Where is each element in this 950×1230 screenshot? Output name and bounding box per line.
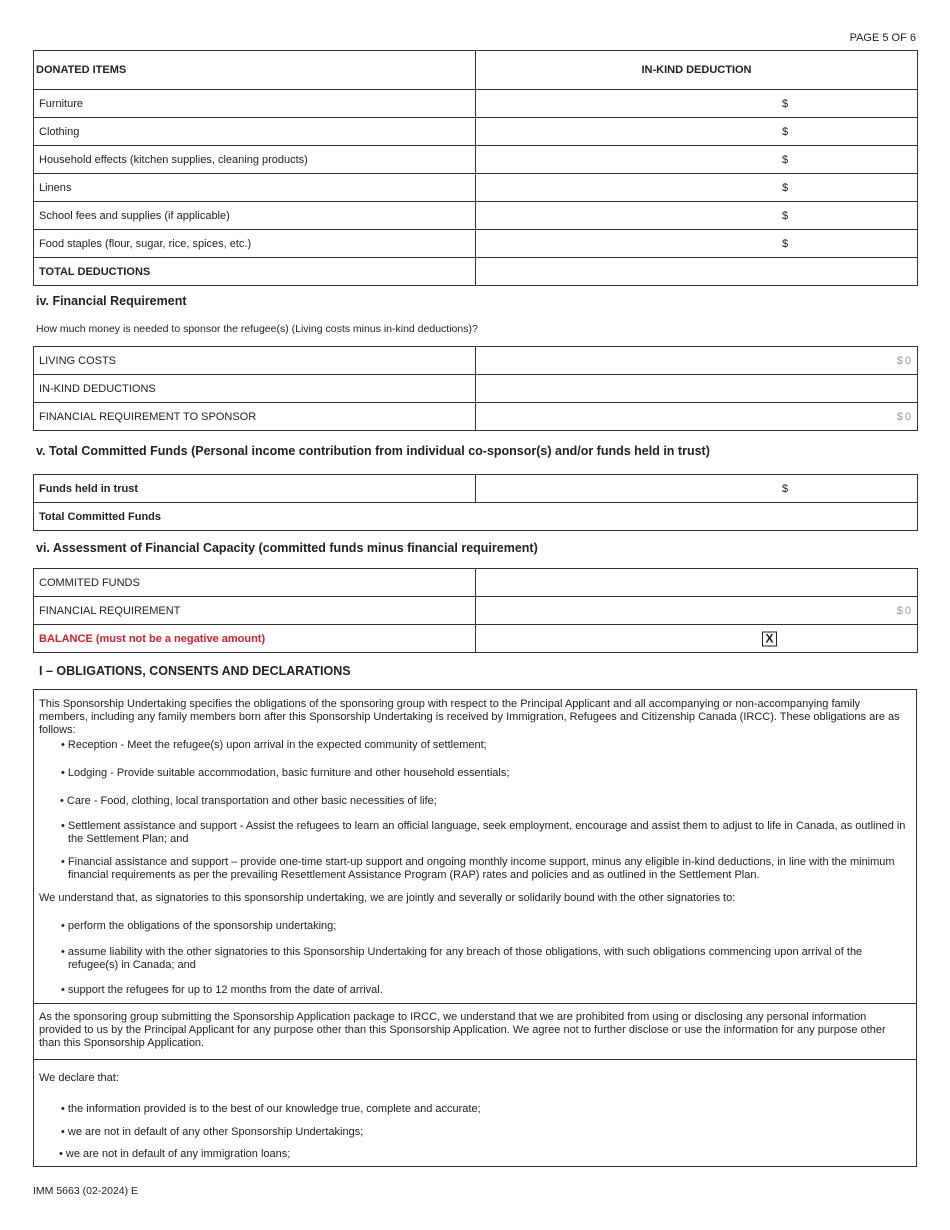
donated-amount-field[interactable] <box>476 230 918 258</box>
in-kind-deductions-field <box>476 375 918 403</box>
financial-requirement-value: $0 <box>896 410 913 423</box>
obligation-item: • Financial assistance and support – provide one-time start-up support and ongoing monthly income support, minus any eligible in-kind deductions, in line with the minimum financial requirements as per the prevailing Resettlement Assistance Program (RAP) rates and policies and as outlined in the Settlement Plan. <box>61 856 895 881</box>
total-deductions-label: TOTAL DEDUCTIONS <box>34 258 476 286</box>
dollar-prefix: $ <box>782 153 789 166</box>
financial-requirement-label: FINANCIAL REQUIREMENT TO SPONSOR <box>34 403 476 431</box>
living-costs-value: $0 <box>896 354 913 367</box>
donated-row-label: Food staples (flour, sugar, rice, spices, etc.) <box>34 230 476 258</box>
page-number: PAGE 5 OF 6 <box>849 32 916 44</box>
dollar-prefix: $ <box>782 209 789 222</box>
obligation-item: • Lodging - Provide suitable accommodation, basic furniture and other household essentials; <box>61 767 510 779</box>
obligation-item: • Care - Food, clothing, local transportation and other basic necessities of life; <box>60 795 437 807</box>
declare-item: • we are not in default of any other Sponsorship Undertakings; <box>61 1126 364 1138</box>
balance-field <box>476 625 918 653</box>
total-deductions-field <box>476 258 918 286</box>
declare-text: We declare that: <box>39 1072 119 1084</box>
donated-amount-field[interactable] <box>476 146 918 174</box>
dollar-prefix: $ <box>782 482 789 495</box>
committed-funds-label: COMMITED FUNDS <box>34 569 476 597</box>
form-footer: IMM 5663 (02-2024) E <box>33 1185 139 1197</box>
financial-requirement-question: How much money is needed to sponsor the refugee(s) (Living costs minus in-kind deductions)? <box>36 323 478 335</box>
living-costs-field <box>476 347 918 375</box>
privacy-box <box>33 1003 917 1060</box>
funds-held-in-trust-field[interactable] <box>476 475 918 503</box>
dollar-prefix: $ <box>782 125 789 138</box>
donated-row-label: Furniture <box>34 90 476 118</box>
donated-row-label: Linens <box>34 174 476 202</box>
obligation-item: • Reception - Meet the refugee(s) upon arrival in the expected community of settlement; <box>61 739 487 751</box>
assessment-requirement-label: FINANCIAL REQUIREMENT <box>34 597 476 625</box>
donated-row-label: School fees and supplies (if applicable) <box>34 202 476 230</box>
assessment-requirement-field <box>476 597 918 625</box>
understand-item: • perform the obligations of the sponsorship undertaking; <box>61 920 337 932</box>
obligations-intro: This Sponsorship Undertaking specifies the obligations of the sponsoring group with respect to the Principal Applicant and all accompanying or non-accompanying family members, including any family members born after this Sponsorship Undertaking is received by Immigration, Refugees and Citizenship Canada (IRCC). These obligations are as follows: <box>39 698 900 736</box>
committed-funds-field <box>476 569 918 597</box>
donated-amount-field[interactable] <box>476 118 918 146</box>
living-costs-label: LIVING COSTS <box>34 347 476 375</box>
understand-item: • assume liability with the other signatories to this Sponsorship Undertaking for any breach of those obligations, with such obligations commencing upon arrival of the refugee(s) in Canada; and <box>61 946 863 971</box>
funds-held-in-trust-label: Funds held in trust <box>34 475 476 503</box>
financial-requirement-table <box>33 346 918 431</box>
assessment-requirement-value: $0 <box>896 604 913 617</box>
obligation-item: • Settlement assistance and support - Assist the refugees to learn an official language, seek employment, encourage and assist them to adjust to life in Canada, as outlined in the Settlement Plan; and <box>61 820 906 845</box>
declare-item: • the information provided is to the best of our knowledge true, complete and accurate; <box>61 1103 481 1115</box>
assessment-table <box>33 568 918 653</box>
donated-amount-field[interactable] <box>476 90 918 118</box>
understand-text: We understand that, as signatories to this sponsorship undertaking, we are jointly and severally or solidarily bound with the other signatories to: <box>39 892 736 904</box>
donated-amount-field[interactable] <box>476 202 918 230</box>
declare-item: • we are not in default of any immigration loans; <box>59 1148 291 1160</box>
in-kind-deduction-header: IN-KIND DEDUCTION <box>476 51 918 90</box>
donated-row-label: Household effects (kitchen supplies, cleaning products) <box>34 146 476 174</box>
balance-checkbox[interactable]: X <box>762 631 777 646</box>
privacy-text: As the sponsoring group submitting the Sponsorship Application package to IRCC, we understand that we are prohibited from using or disclosing any personal information provided to us by the Principal Applicant for any purpose other than this Sponsorship Application. We agree not to further disclose or use the information for any purpose other than this Sponsorship Application. <box>39 1011 886 1049</box>
dollar-prefix: $ <box>782 237 789 250</box>
understand-item: • support the refugees for up to 12 months from the date of arrival. <box>61 984 383 996</box>
financial-requirement-field <box>476 403 918 431</box>
dollar-prefix: $ <box>782 97 789 110</box>
in-kind-deductions-label: IN-KIND DEDUCTIONS <box>34 375 476 403</box>
obligations-title: I – OBLIGATIONS, CONSENTS AND DECLARATIONS <box>39 664 351 678</box>
financial-requirement-title: iv. Financial Requirement <box>36 294 187 308</box>
donated-items-header: DONATED ITEMS <box>34 51 476 90</box>
committed-funds-title: v. Total Committed Funds (Personal income contribution from individual co-sponsor(s) and/or funds held in trust) <box>36 444 710 458</box>
donated-row-label: Clothing <box>34 118 476 146</box>
donated-amount-field[interactable] <box>476 174 918 202</box>
balance-label: BALANCE (must not be a negative amount) <box>34 625 476 653</box>
dollar-prefix: $ <box>782 181 789 194</box>
declare-box <box>33 1059 917 1167</box>
donated-items-table <box>33 50 918 286</box>
total-committed-funds-label: Total Committed Funds <box>34 503 918 531</box>
assessment-title: vi. Assessment of Financial Capacity (committed funds minus financial requirement) <box>36 541 538 555</box>
committed-funds-table <box>33 474 918 531</box>
obligations-box <box>33 689 917 1004</box>
